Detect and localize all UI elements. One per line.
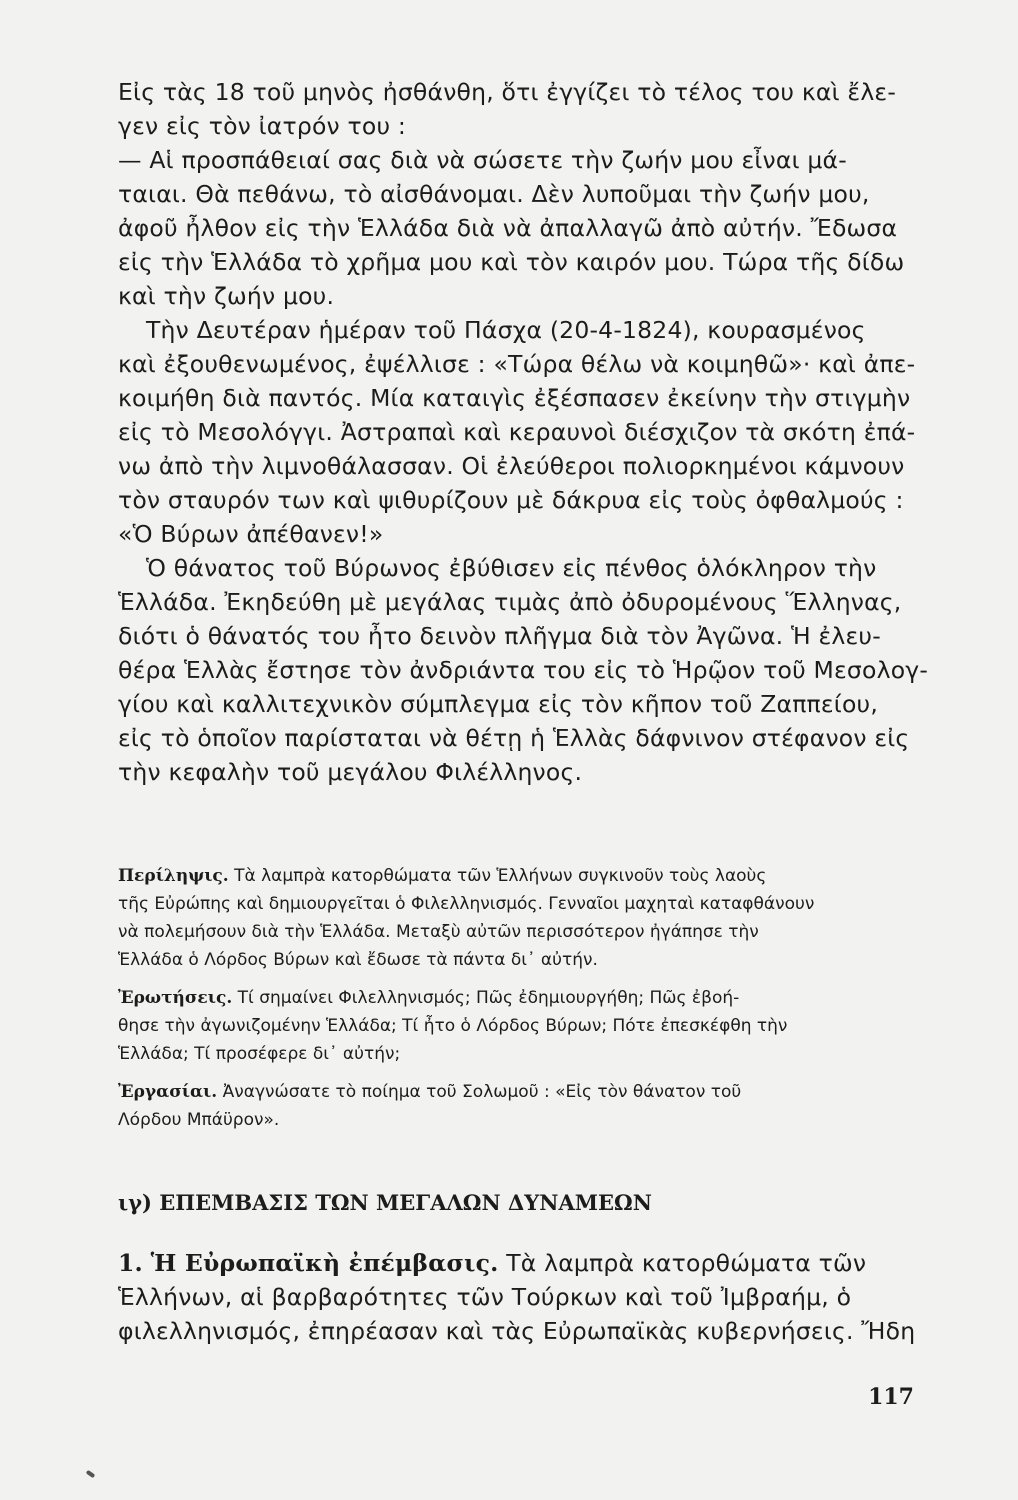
questions-line: [118, 984, 918, 1012]
page-number: 117: [868, 1384, 914, 1410]
subsection-number: 1.: [118, 1249, 143, 1277]
text-line: θέρα Ἑλλὰς ἔστησε τὸν ἀνδριάντα του εἰς τὸ Ἡρῷον τοῦ Μεσολογ-: [118, 656, 929, 684]
questions-label: Ἐρωτήσεις.: [118, 988, 233, 1008]
questions-line: Ἑλλάδα; Τί προσέφερε δι᾽ αὐτήν;: [118, 1044, 401, 1064]
text-line: γεν εἰς τὸν ἰατρόν του :: [118, 112, 407, 140]
text-line: τὸν σταυρόν των καὶ ψιθυρίζουν μὲ δάκρυα εἰς τοὺς ὀφθαλμούς :: [118, 486, 904, 514]
questions-text: Τί σημαίνει Φιλελληνισμός; Πῶς ἐδημιουργήθη; Πῶς ἐβοή-: [237, 988, 740, 1008]
text-line: ταιαι. Θὰ πεθάνω, τὸ αἰσθάνομαι. Δὲν λυποῦμαι τὴν ζωήν μου,: [118, 180, 870, 208]
summary-line: [118, 862, 918, 890]
summary-label: Περίληψις.: [118, 866, 229, 886]
spacer: [118, 1068, 918, 1078]
chapter-review: [118, 862, 918, 1134]
text-line: ἀφοῦ ἦλθον εἰς τὴν Ἑλλάδα διὰ νὰ ἀπαλλαγῶ ἀπὸ αὐτήν. Ἔδωσα: [118, 214, 898, 242]
text-line: τὴν κεφαλὴν τοῦ μεγάλου Φιλέλληνος.: [118, 758, 583, 786]
exercises-text: Ἀναγνώσατε τὸ ποίημα τοῦ Σολωμοῦ : «Εἰς τὸν θάνατον τοῦ: [222, 1082, 742, 1102]
main-text: [118, 75, 929, 789]
text-line: καὶ τὴν ζωήν μου.: [118, 282, 335, 310]
subsection-first-line: [118, 1246, 918, 1280]
text-line: κοιμήθη διὰ παντός. Μία καταιγὶς ἐξέσπασεν ἐκείνην τὴν στιγμὴν: [118, 384, 911, 412]
text-line: εἰς τὸ Μεσολόγγι. Ἀστραπαὶ καὶ κεραυνοὶ διέσχιζον τὰ σκότη ἐπά-: [118, 418, 916, 446]
summary-line: τῆς Εὐρώπης καὶ δημιουργεῖται ὁ Φιλελληνισμός. Γενναῖοι μαχηταὶ καταφθάνουν: [118, 894, 815, 914]
text-line: εἰς τὴν Ἑλλάδα τὸ χρῆμα μου καὶ τὸν καιρόν μου. Τώρα τῆς δίδω: [118, 248, 905, 276]
summary-text: Τὰ λαμπρὰ κατορθώματα τῶν Ἑλλήνων συγκινοῦν τοὺς λαοὺς: [234, 866, 767, 886]
exercises-label: Ἐργασίαι.: [118, 1082, 218, 1102]
text-line: Ἑλλάδα. Ἐκηδεύθη μὲ μεγάλας τιμὰς ἀπὸ ὀδυρομένους Ἕλληνας,: [118, 588, 902, 616]
subsection-line-text: Τὰ λαμπρὰ κατορθώματα τῶν: [506, 1249, 867, 1277]
text-line: Τὴν Δευτέραν ἡμέραν τοῦ Πάσχα (20-4-1824), κουρασμένος: [146, 316, 866, 344]
scan-speck: [86, 1470, 96, 1478]
spacer: [118, 974, 918, 984]
summary-line: Ἑλλάδα ὁ Λόρδος Βύρων καὶ ἔδωσε τὰ πάντα δι᾽ αὐτήν.: [118, 950, 598, 970]
text-line: νω ἀπὸ τὴν λιμνοθάλασσαν. Οἱ ἐλεύθεροι πολιορκημένοι κάμνουν: [118, 452, 905, 480]
subsection-title: Ἡ Εὐρωπαϊκὴ ἐπέμβασις.: [150, 1249, 499, 1277]
exercises-line: Λόρδου Μπάϋρον».: [118, 1110, 280, 1130]
section-heading: ιγ) ΕΠΕΜΒΑΣΙΣ ΤΩΝ ΜΕΓΑΛΩΝ ΔΥΝΑΜΕΩΝ: [118, 1190, 652, 1215]
text-line: Εἰς τὰς 18 τοῦ μηνὸς ἠσθάνθη, ὅτι ἐγγίζει τὸ τέλος του καὶ ἔλε-: [118, 78, 897, 106]
text-line: — Αἱ προσπάθειαί σας διὰ νὰ σώσετε τὴν ζωήν μου εἶναι μά-: [118, 146, 847, 174]
text-line: «Ὁ Βύρων ἀπέθανεν!»: [118, 520, 384, 548]
text-line: εἰς τὸ ὁποῖον παρίσταται νὰ θέτῃ ἡ Ἑλλὰς δάφνινον στέφανον εἰς: [118, 724, 910, 752]
exercises-line: [118, 1078, 918, 1106]
text-line: καὶ ἐξουθενωμένος, ἐψέλλισε : «Τώρα θέλω νὰ κοιμηθῶ»· καὶ ἀπε-: [118, 350, 916, 378]
text-line: γίου καὶ καλλιτεχνικὸν σύμπλεγμα εἰς τὸν κῆπον τοῦ Ζαππείου,: [118, 690, 879, 718]
text-line: διότι ὁ θάνατός του ἦτο δεινὸν πλῆγμα διὰ τὸν Ἀγῶνα. Ἡ ἐλευ-: [118, 622, 881, 650]
questions-line: θησε τὴν ἀγωνιζομένην Ἑλλάδα; Τί ἦτο ὁ Λόρδος Βύρων; Πότε ἐπεσκέφθη τὴν: [118, 1016, 788, 1036]
text-line: φιλελληνισμός, ἐπηρέασαν καὶ τὰς Εὐρωπαϊκὰς κυβερνήσεις. Ἤδη: [118, 1317, 916, 1345]
text-line: Ἑλλήνων, αἱ βαρβαρότητες τῶν Τούρκων καὶ τοῦ Ἰμβραήμ, ὁ: [118, 1283, 852, 1311]
text-line: Ὁ θάνατος τοῦ Βύρωνος ἐβύθισεν εἰς πένθος ὁλόκληρον τὴν: [146, 554, 877, 582]
subsection-text: [118, 1246, 918, 1348]
summary-line: νὰ πολεμήσουν διὰ τὴν Ἑλλάδα. Μεταξὺ αὐτῶν περισσότερον ἠγάπησε τὴν: [118, 922, 759, 942]
